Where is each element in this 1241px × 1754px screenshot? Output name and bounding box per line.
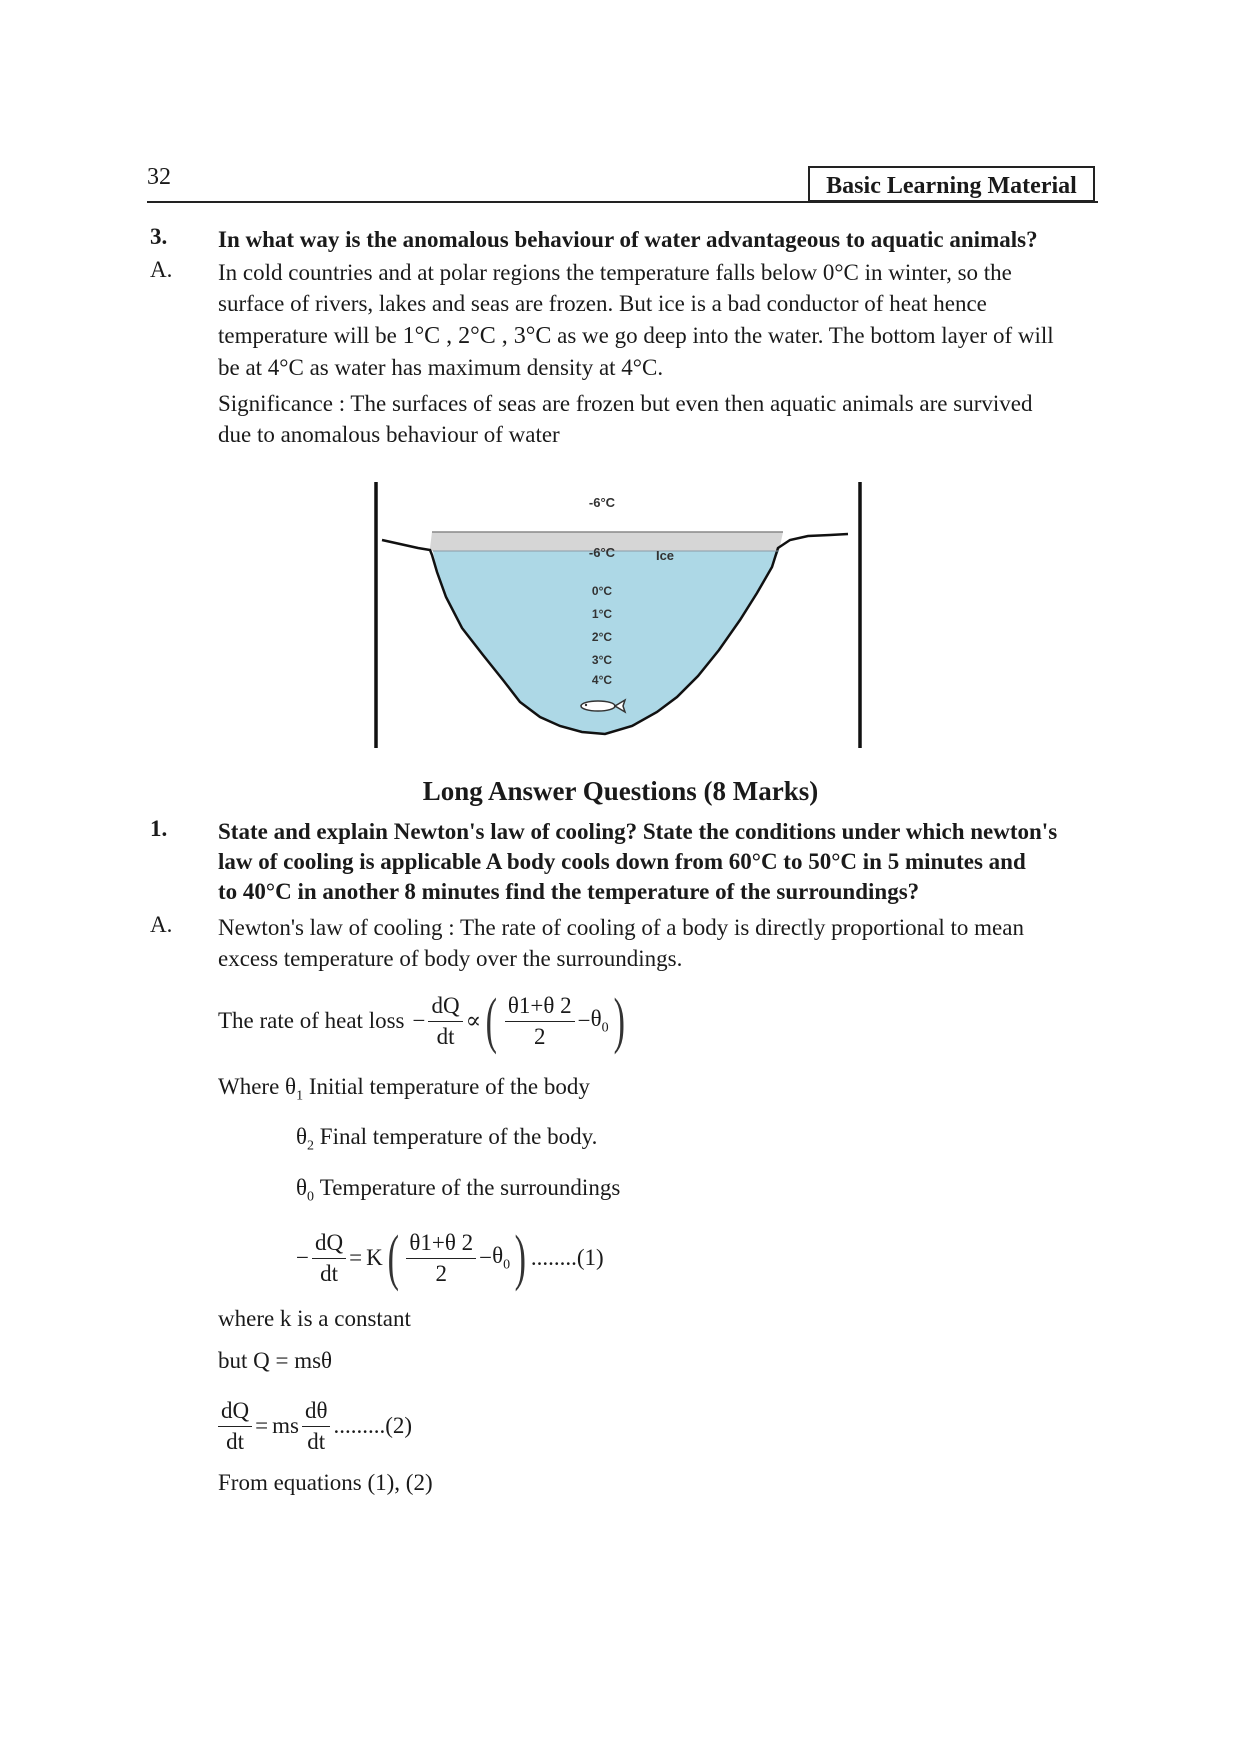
layer-0c-label: 0°C	[591, 584, 613, 598]
subscript-0: 0	[307, 1189, 315, 1205]
theta0-description: Temperature of the surroundings	[319, 1175, 621, 1200]
temperature-sequence: 1°C , 2°C , 3°C	[402, 323, 552, 349]
definition-theta2	[296, 1124, 597, 1155]
question-3-number: 3.	[150, 224, 168, 249]
dq-numerator: dQ	[218, 1396, 252, 1427]
where-label: Where	[218, 1074, 280, 1099]
from-equations-text: From equations (1), (2)	[218, 1470, 433, 1495]
answer-3-line-3a: temperature will be	[218, 323, 403, 348]
dtheta-dt-fraction	[302, 1396, 331, 1457]
theta1-description: Initial temperature of the body	[308, 1074, 590, 1099]
rate-of-heat-loss-equation	[218, 985, 629, 1057]
significance-line-1: Significance : The surfaces of seas are frozen but even then aquatic animals are survived	[218, 391, 1033, 416]
dq-dt-fraction	[312, 1228, 346, 1289]
page-number: 32	[147, 164, 171, 190]
question-1-line-3: to 40°C in another 8 minutes find the temperature of the surroundings?	[218, 879, 920, 904]
equation-2	[218, 1390, 412, 1462]
mean-temp-fraction	[406, 1228, 476, 1289]
dt-denominator: dt	[436, 1023, 455, 1049]
subscript-0: 0	[503, 1257, 511, 1273]
ms-term: ms	[272, 1413, 299, 1438]
right-paren: )	[514, 1224, 527, 1292]
answer-1-line-1: Newton's law of cooling : The rate of cooling of a body is directly proportional to mean	[218, 915, 1024, 940]
dtheta-numerator: dθ	[302, 1396, 331, 1427]
layer-4c-label: 4°C	[591, 673, 613, 687]
ice-temperature-label: -6°C	[588, 545, 616, 560]
answer-3-line-4: be at 4°C as water has maximum density at 4°C.	[218, 355, 664, 380]
mean-temp-denominator: 2	[435, 1260, 447, 1286]
dq-numerator: dQ	[312, 1228, 346, 1259]
equation-2-tag: .........(2)	[333, 1413, 413, 1438]
question-1-line-2: law of cooling is applicable A body cools down from 60°C to 50°C in 5 minutes and	[218, 849, 1026, 874]
equals-sign: =	[255, 1413, 269, 1438]
proportional-sign: ∝	[465, 1008, 482, 1033]
header-title: Basic Learning Material	[808, 166, 1095, 202]
subscript-2: 2	[307, 1138, 315, 1154]
mean-temp-numerator: θ1+θ 2	[505, 991, 575, 1022]
question-1-number: 1.	[150, 816, 168, 841]
equals-sign: =	[349, 1245, 363, 1270]
answer-3-line-3	[218, 320, 1098, 352]
question-3-text: In what way is the anomalous behaviour of water advantageous to aquatic animals?	[218, 227, 1038, 252]
answer-3-line-3b: as we go deep into the water. The bottom layer of will	[551, 323, 1054, 348]
theta-symbol: θ	[285, 1074, 297, 1099]
layer-1c-label: 1°C	[591, 607, 613, 621]
left-paren: (	[485, 987, 498, 1055]
theta-symbol: θ	[590, 1005, 602, 1031]
theta-0	[591, 1006, 609, 1037]
q-definition: but Q = msθ	[218, 1348, 333, 1373]
theta-symbol: θ	[492, 1242, 504, 1268]
minus-sign-2: −	[479, 1245, 493, 1270]
subscript-1: 1	[296, 1088, 304, 1104]
equation-1	[296, 1222, 604, 1294]
answer-3-line-2: surface of rivers, lakes and seas are frozen. But ice is a bad conductor of heat hence	[218, 291, 987, 316]
air-temperature-label: -6°C	[588, 495, 616, 510]
layer-2c-label: 2°C	[591, 630, 613, 644]
dt-denominator: dt	[320, 1260, 338, 1286]
section-title: Long Answer Questions (8 Marks)	[422, 776, 819, 806]
minus-sign-2: −	[577, 1008, 591, 1033]
equation-1-tag: ........(1)	[530, 1245, 604, 1270]
theta2-description: Final temperature of the body.	[319, 1124, 598, 1149]
left-paren: (	[387, 1224, 399, 1292]
dq-numerator: dQ	[428, 991, 462, 1022]
mean-temp-fraction	[505, 991, 575, 1052]
theta-0	[492, 1243, 510, 1274]
ice-label: Ice	[655, 548, 675, 563]
dq-dt-fraction	[428, 991, 462, 1052]
dt-denominator: dt	[226, 1428, 244, 1454]
answer-3-label: A.	[150, 257, 173, 282]
significance-line-2: due to anomalous behaviour of water	[218, 422, 560, 447]
rate-label: The rate of heat loss	[218, 1008, 405, 1033]
subscript-0: 0	[601, 1020, 609, 1036]
minus-sign: −	[412, 1008, 426, 1033]
frozen-lake-diagram	[370, 480, 870, 755]
dq-dt-fraction	[218, 1396, 252, 1457]
answer-1-label: A.	[150, 912, 173, 937]
theta-symbol: θ	[296, 1175, 308, 1200]
constant-k: K	[366, 1245, 383, 1270]
answer-3-line-1: In cold countries and at polar regions the temperature falls below 0°C in winter, so the	[218, 260, 1012, 285]
mean-temp-numerator: θ1+θ 2	[406, 1228, 476, 1259]
definition-theta1	[218, 1074, 590, 1105]
layer-3c-label: 3°C	[591, 653, 613, 667]
definition-theta0	[296, 1175, 620, 1206]
k-constant-text: where k is a constant	[218, 1306, 411, 1331]
dt-denominator: dt	[307, 1428, 326, 1454]
right-paren: )	[613, 987, 625, 1055]
answer-1-line-2: excess temperature of body over the surroundings.	[218, 946, 683, 971]
question-1-line-1: State and explain Newton's law of cooling? State the conditions under which newton's	[218, 819, 1058, 844]
mean-temp-denominator: 2	[533, 1023, 546, 1049]
header-rule	[147, 201, 1098, 203]
theta-symbol: θ	[296, 1124, 308, 1149]
minus-sign: −	[296, 1245, 309, 1270]
